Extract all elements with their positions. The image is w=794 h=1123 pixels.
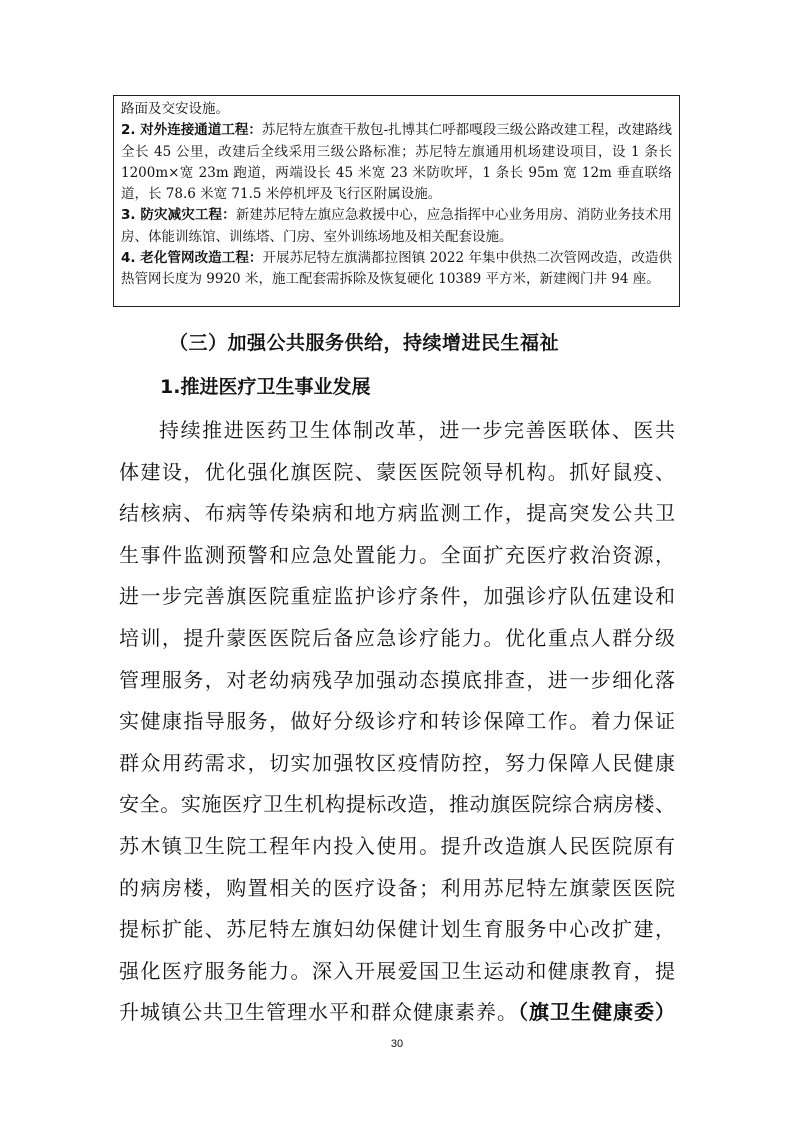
text-line: 实健康指导服务，做好分级诊疗和转诊保障工作。着力保证 <box>119 709 675 734</box>
text-line: 的病房楼，购置相关的医疗设备；利用苏尼特左旗蒙医医院 <box>119 875 675 900</box>
text-line <box>119 992 675 1034</box>
item-text: 开展苏尼特左旗满都拉图镇 2022 年集中供热二次管网改造，改造供热管网长度为 9920 米，施工配套需拆除及恢复硬化 10389 平方米，新建阀门井 94 座。 <box>121 250 672 288</box>
text-line: 安全。实施医疗卫生机构提标改造，推动旗医院综合病房楼、 <box>119 792 675 817</box>
item-text: 苏尼特左旗查干敖包-扎博其仁呼都嘎段三级公路改建工程，改建路线全长 45 公里，改建后全线采用三级公路标准；苏尼特左旗通用机场建设项目，设 1 条长 1200m×宽 23m 跑道，两端设长 45 米宽 23 米防吹坪，1 条长 95m 宽 12m 垂直联络道，长 78.6 米宽 71.5 米停机坪及飞行区附属设施。 <box>121 122 672 203</box>
text-line: 苏木镇卫生院工程年内投入使用。提升改造旗人民医院原有 <box>119 833 675 858</box>
project-list-box <box>113 95 680 307</box>
text-line: 结核病、布病等传染病和地方病监测工作，提高突发公共卫 <box>119 501 675 526</box>
box-paragraph-3 <box>121 248 672 291</box>
text-line: 进一步完善旗医院重症监护诊疗条件，加强诊疗队伍建设和 <box>119 584 675 609</box>
page-number: 30 <box>390 1038 404 1050</box>
line-text: 升城镇公共卫生管理水平和群众健康素养。 <box>119 1000 518 1025</box>
text-line: 持续推进医药卫生体制改革，进一步完善医联体、医共 <box>159 418 675 442</box>
item-heading: 4. 老化管网改造工程： <box>121 250 263 267</box>
box-paragraph-1 <box>121 120 672 205</box>
box-paragraph-0: 路面及交安设施。 <box>121 101 229 117</box>
text-line: 生事件监测预警和应急处置能力。全面扩充医疗救治资源， <box>119 542 675 567</box>
box-paragraph-2 <box>121 205 672 248</box>
item-heading: 3. 防灾减灾工程： <box>121 207 236 224</box>
item-heading: 2. 对外连接通道工程： <box>121 122 262 139</box>
text-line: 提标扩能、苏尼特左旗妇幼保健计划生育服务中心改扩建， <box>119 917 675 942</box>
text-line: 管理服务，对老幼病残孕加强动态摸底排查，进一步细化落 <box>119 667 675 692</box>
section-heading: （三）加强公共服务供给，持续增进民生福祉 <box>169 332 560 354</box>
item-text: 新建苏尼特左旗应急救援中心，应急指挥中心业务用房、消防业务技术用房、体能训练馆、训练塔、门房、室外训练场地及相关配套设施。 <box>121 207 672 245</box>
body-paragraph <box>119 410 675 1034</box>
text-line: 强化医疗服务能力。深入开展爱国卫生运动和健康教育，提 <box>119 958 675 983</box>
responsible-department: （旗卫生健康委） <box>518 1000 675 1025</box>
text-line: 培训，提升蒙医医院后备应急诊疗能力。优化重点人群分级 <box>119 625 675 650</box>
text-line: 体建设，优化强化旗医院、蒙医医院领导机构。抓好鼠疫、 <box>119 459 675 484</box>
sub-heading: 1.推进医疗卫生事业发展 <box>160 376 371 398</box>
text-line: 群众用药需求，切实加强牧区疫情防控，努力保障人民健康 <box>119 750 675 775</box>
